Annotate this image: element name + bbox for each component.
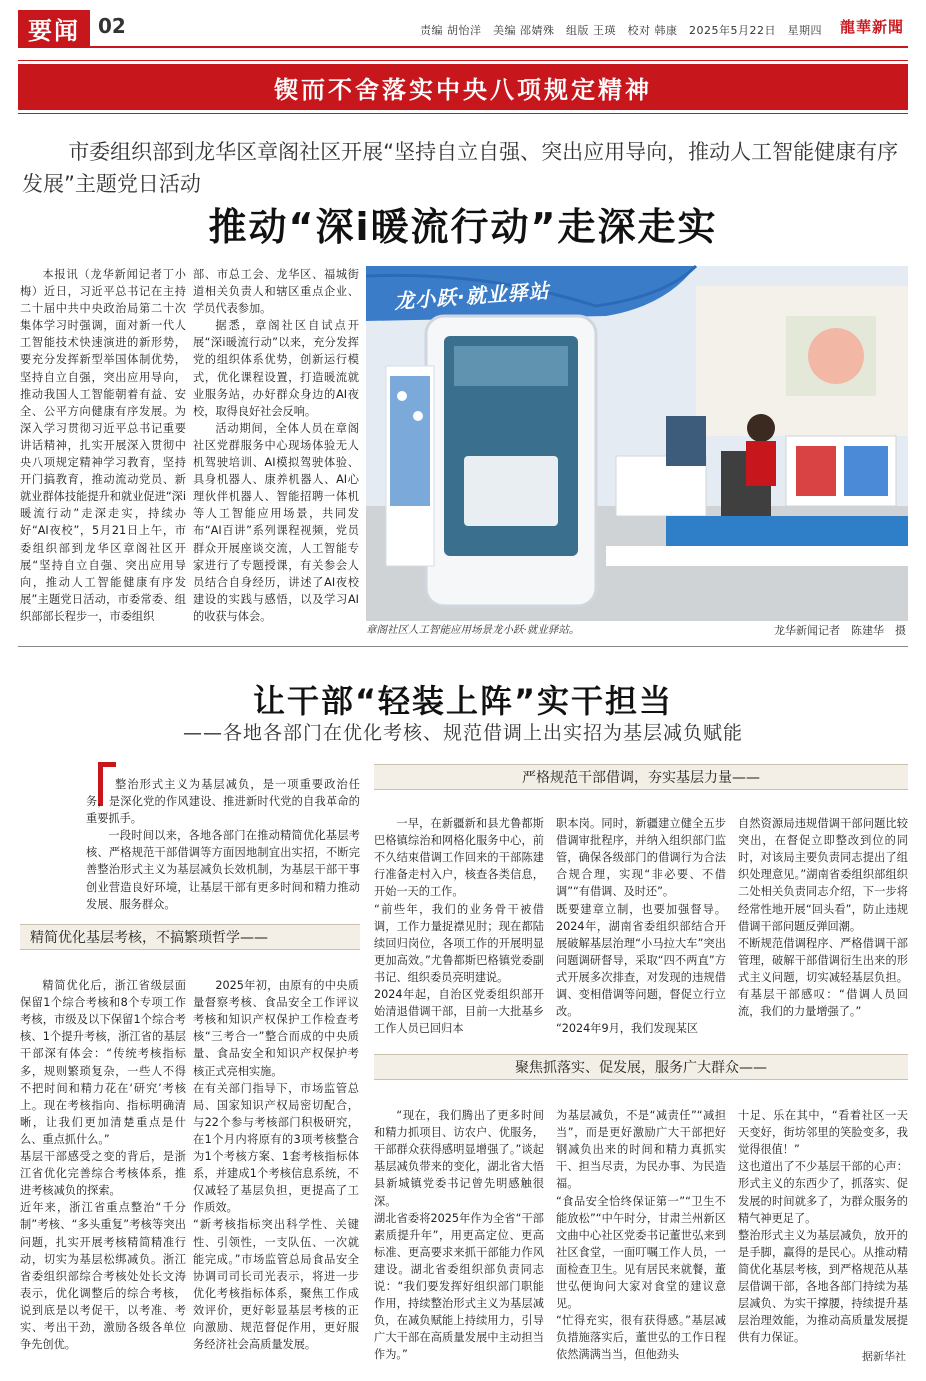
- section3-col3-text: 十足、乐在其中，“看着社区一天天变好，街坊邻里的笑脸变多，我觉得很值！” 这也道出了不少基层干部的心声：形式主义的东西少了，抓落实、促发展的时间就多了，为群众服务的精气神更足了。 整治形式主义为基层减负，放开的是手脚，赢得的是民心。从推动精简优化基层考核，到严格规范从基层借调干部，各地各部门持续为基层减负、为实干撑腰，持续提升基层治理效能，为推动高质量发展提供有力保证。: [738, 1109, 908, 1345]
- article1-col1-text: 本报讯（龙华新闻记者丁小梅）近日，习近平总书记在主持二十届中共中央政治局第二十次集体学习时强调，面对新一代人工智能技术快速演进的新形势，要充分发挥新型举国体制优势，坚持自立自强，突出应用导向，推动我国人工智能朝着有益、安全、公平方向健康有序发展。为深入学习贯彻习近平总书记重要讲话精神，扎实开展深入贯彻中央八项规定精神学习教育，坚持开门搞教育，推动流动党员、新就业群体技能提升和就业促进“深i暖流行动”走深走实，持续办好“AI夜校”，5月21日上午，市委组织部到龙华区章阁社区开展“坚持自立自强、突出应用导向，推动人工智能健康有序发展”主题党日活动，市委常委、组织部部长程步一，市委组织: [20, 268, 186, 623]
- section1-column-1: [20, 960, 186, 1352]
- source-credit: 据新华社: [862, 1350, 906, 1363]
- photo-caption: 章阁社区人工智能应用场景龙小跃·就业驿站。: [366, 624, 580, 636]
- section1-column-2: [193, 960, 359, 1352]
- article1-photo: [366, 266, 908, 621]
- article1-col2-text-c: 活动期间，全体人员在章阁社区党群服务中心现场体验无人机驾驶培训、AI模拟驾驶体验、具身机器人、康养机器人、AI心理伙伴机器人、智能招聘一体机等人工智能应用场景，共同发布“AI百讲”系列课程视频，党员群众开展座谈交流，人工智能专家进行了专题授课，有关参会人员结合自身经历，讲述了AI夜校建设的实践与感悟，以及学习AI的收获与体会。: [193, 421, 359, 623]
- article1-col2-text-b: 据悉，章阁社区自试点开展“深i暖流行动”以来，充分发挥党的组织体系优势，创新运行模式，优化课程设置，打造暖流就业服务站，办好群众身边的AI夜校，取得良好社会反响。: [193, 319, 359, 418]
- article2-lead-2: 一段时间以来，各地各部门在推动精简优化基层考核、严格规范干部借调等方面因地制宜出实招，不断完善整治形式主义为基层减负长效机制，为基层干部干事创业营造良好环境，让基层干部有更多时间和精力推动发展、服务群众。: [86, 829, 360, 911]
- article2-lead: [86, 776, 360, 916]
- section2-col1-text: 一早，在新疆新和县尤鲁都斯巴格镇综治和网格化服务中心，前不久结束借调工作回来的干部陈建行准备走村入户，核查各类信息，开始一天的工作。 “前些年，我们的业务骨干被借调，工作力量捉襟见肘；现在都陆续回归岗位，各项工作的开展明显更加高效。”尤鲁都斯巴格镇党委副书记、组织委员亮明建说。 2024年起，自治区党委组织部开始清退借调干部，目前一大批基乡工作人员已回归本: [374, 817, 544, 1036]
- section1-col2-text: 2025年初，由原有的中央质量督察考核、食品安全工作评议考核和知识产权保护工作检查考核“三考合一”整合而成的中央质量、食品安全和知识产权保护考核正式亮相实施。 在有关部门指导下，市场监管总局、国家知识产权局密切配合，与22个参与考核部门积极研究，在1个月内将原有的3项考核整合为1个考核方案、1套考核指标体系，并建成1个考核信息系统，不仅减轻了基层负担，更提高了工作质效。 “新考核指标突出科学性、关键性、引领性，一支队伍、一次就能完成。”市场监管总局食品安全协调司司长司光表示，将进一步优化考核指标体系，聚焦工作成效评价，更好彰显基层考核的正向激励、规范督促作用，更好服务经济社会高质量发展。: [193, 979, 359, 1352]
- section1-col1-text: 精简优化后，浙江省级层面保留1个综合考核和8个专项工作考核，市级及以下保留1个综合考核、1个提升考核，浙江省的基层干部深有体会：“传统考核指标多，规则繁琐复杂，一些人不得不把时间和精力花在‘研究’考核上。现在考核指向、指标明确清晰，让我们更加清楚重点是什么、重点抓什么。” 基层干部感受之变的背后，是浙江省优化完善综合考核体系，推进考核减负的探索。 近年来，浙江省重点整治“千分制”考核、“多头重复”考核等突出问题，扎实开展考核精简精准行动，切实为基层松绑减负。浙江省委组织部综合考核处处长文涛表示，优化调整后的综合考核，说到底是以考促干，以考准、考实、考出干劲，激励各级各单位争先创优。: [20, 979, 186, 1352]
- article1-column-1: [20, 266, 186, 636]
- article1-title: 推动“深i暖流行动”走深走实: [208, 205, 718, 249]
- topic-banner: 锲而不舍落实中央八项规定精神: [18, 64, 908, 110]
- section-heading-1: 精简优化基层考核，不搞繁琐哲学——: [20, 924, 360, 950]
- page-number: 02: [98, 14, 126, 38]
- section2-column-2: [556, 798, 726, 1048]
- article1-subtitle: 市委组织部到龙华区章阁社区开展“坚持自立自强、突出应用导向，推动人工智能健康有序发展”主题党日活动: [22, 140, 899, 196]
- section3-col1-text: “现在，我们腾出了更多时间和精力抓项目、访农户、优服务，干部群众获得感明显增强了。”谈起基层减负带来的变化，湖北省大悟县新城镇党委书记曾先明感触很深。 湖北省委将2025年作为全省“干部素质提升年”，用更高定位、更高标准、更高要求来抓干部能力作风建设。湖北省委组织部负责同志说：“我们要发挥好组织部门职能作用，持续整治形式主义为基层减负，在减负赋能上持续用力，引导广大干部在高质量发展中主动担当作为。”: [374, 1109, 544, 1362]
- section-tag: 要闻: [18, 10, 90, 46]
- editor-meta: 责编 胡怡洋 美编 邵婧殊 组版 王瑛 校对 韩康 2025年5月22日 星期四: [420, 24, 822, 37]
- section3-column-1: [374, 1090, 544, 1362]
- photo-credit: 龙华新闻记者 陈建华 摄: [774, 624, 906, 637]
- article1-column-2: [193, 266, 359, 636]
- kiosk-scene-image: [366, 266, 908, 621]
- section2-column-1: [374, 798, 544, 1048]
- section3-col2-text: 为基层减负，不是“减责任”“减担当”，而是更好激励广大干部把好钢减负出来的时间和精力真抓实干、担当尽责，为民办事、为民造福。 “食品安全恰终保证第一”“卫生不能放松”“中午时分，甘肃兰州新区文曲中心社区党委书记董世弘来到社区食堂，一面叮嘱工作人员，一面检查卫生。见有居民来就餐，董世弘便询问大家对食堂的建议意见。 “忙得充实，很有获得感。”基层减负措施落实后，董世弘的工作日程依然满满当当，但他劲头: [556, 1109, 726, 1362]
- article1-col2-text-a: 部、市总工会、龙华区、福城街道相关负责人和辖区重点企业、学员代表参加。: [193, 268, 359, 316]
- newspaper-logo: 龍華新聞: [839, 18, 904, 36]
- section3-column-3: [738, 1090, 908, 1348]
- article2-subtitle: ——各地各部门在优化考核、规范借调上出实招为基层减负赋能: [182, 722, 743, 744]
- header-rule: [18, 46, 908, 48]
- article-separator: [18, 646, 908, 647]
- article2-lead-1: 整治形式主义为基层减负，是一项重要政治任务，是深化党的作风建设、推进新时代党的自我革命的重要抓手。: [86, 778, 360, 826]
- section3-column-2: [556, 1090, 726, 1362]
- kiosk-sign: 龙小跃·就业驿站: [393, 278, 551, 314]
- section2-col2-text: 职本岗。同时，新疆建立健全五步借调审批程序，并纳入组织部门监管，确保各级部门的借调行为合法合规合理，实现“非必要、不借调”“有借调、及时还”。 既要建章立制，也要加强督导。2024年，湖南省委组织部结合开展破解基层治理“小马拉大车”突出问题调研督导，采取“四不两直”方式开展多次排查，对发现的违规借调、变相借调等问题，督促立行立改。 “2024年9月，我们发现某区: [556, 817, 726, 1036]
- section-heading-2: 严格规范干部借调，夯实基层力量——: [374, 764, 908, 790]
- article2-title: 让干部“轻装上阵”实干担当: [252, 682, 674, 720]
- section-heading-3: 聚焦抓落实、促发展，服务广大群众——: [374, 1054, 908, 1080]
- section2-col3-text: 自然资源局违规借调干部问题比较突出，在督促立即整改到位的同时，对该局主要负责同志提出了组织处理意见。”湖南省委组织部组织二处相关负责同志介绍，下一步将经常性地开展“回头看”，防止违规借调干部问题反弹回潮。 不断规范借调程序、严格借调干部管理，破解干部借调衍生出来的形式主义问题，切实减轻基层负担。有基层干部感叹：“借调人员回流，我们的力量增强了。”: [738, 817, 908, 1019]
- section2-column-3: [738, 798, 908, 1048]
